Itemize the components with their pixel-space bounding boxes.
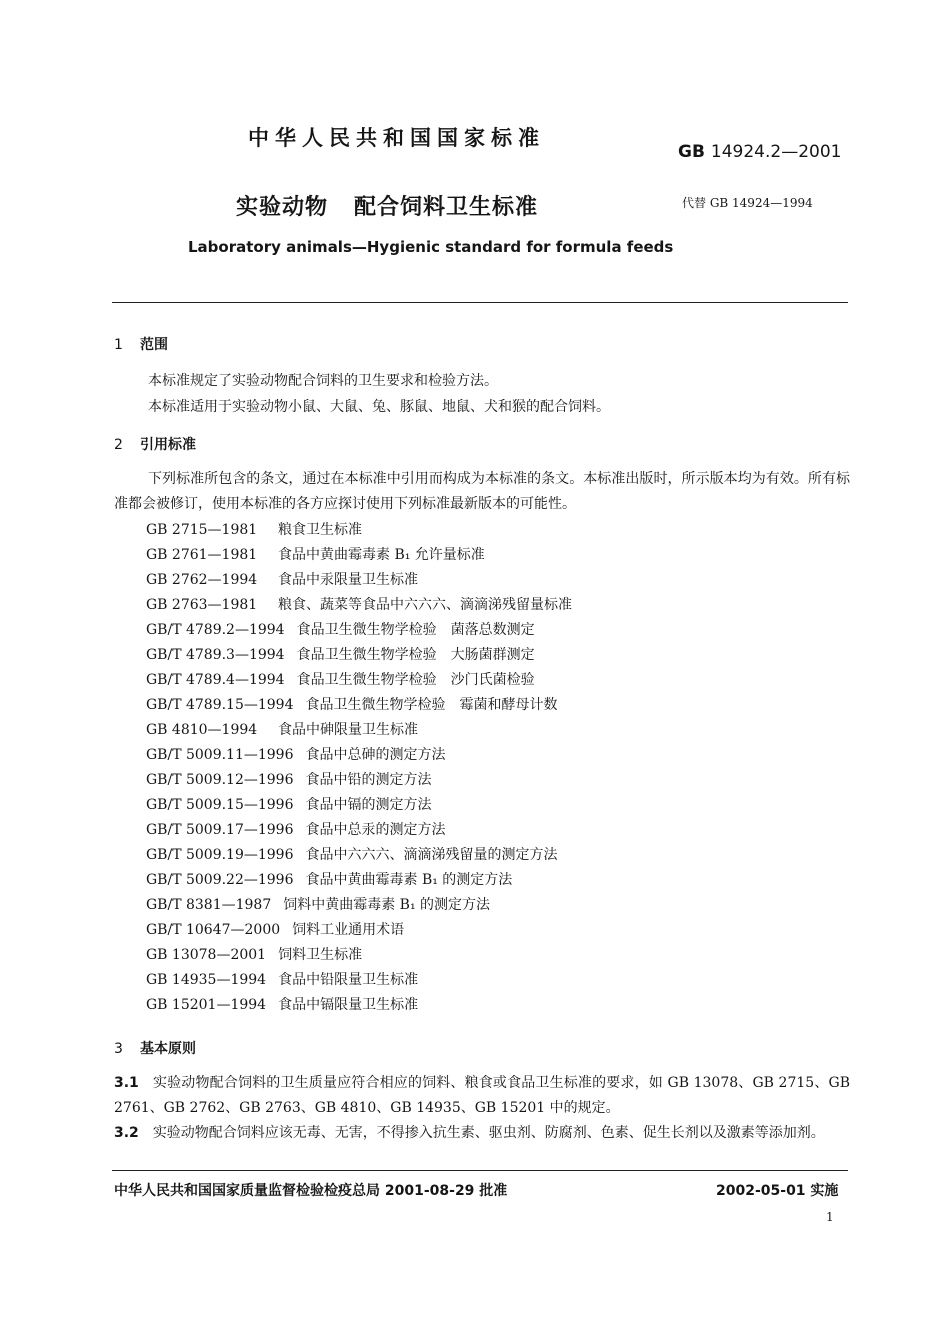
title-part2: 配合饲料卫生标准 [354, 195, 539, 220]
clause-text: 实验动物配合饲料的卫生质量应符合相应的饲料、粮食或食品卫生标准的要求，如 GB 13078、GB 2715、GB 2761、GB 2762、GB 2763、GB 4810、GB 14935、GB 15201 中的规定。 [114, 1075, 850, 1116]
reference-item [146, 593, 572, 618]
footer-divider [112, 1170, 848, 1171]
ref-code: GB/T 10647—2000 [146, 922, 281, 938]
reference-list [146, 518, 572, 1018]
reference-item [146, 918, 572, 943]
reference-item [146, 518, 572, 543]
section-1-number: 1 [114, 337, 123, 353]
ref-title: 饲料卫生标准 [278, 947, 363, 963]
reference-item [146, 618, 572, 643]
section-3-heading [114, 1038, 196, 1058]
reference-item [146, 993, 572, 1018]
reference-item [146, 568, 572, 593]
section-2-heading [114, 434, 196, 454]
reference-item [146, 793, 572, 818]
implementation-date: 2002-05-01 实施 [716, 1183, 839, 1199]
section-1-para-2: 本标准适用于实验动物小鼠、大鼠、兔、豚鼠、地鼠、犬和猴的配合饲料。 [148, 399, 610, 415]
ref-title: 食品中汞限量卫生标准 [278, 572, 418, 588]
reference-item [146, 693, 572, 718]
ref-title: 饲料中黄曲霉毒素 B₁ 的测定方法 [283, 897, 491, 913]
ref-code: GB/T 4789.2—1994 [146, 622, 285, 638]
section-2-intro: 下列标准所包含的条文，通过在本标准中引用而构成为本标准的条文。本标准出版时，所示版本均为有效。所有标准都会被修订，使用本标准的各方应探讨使用下列标准最新版本的可能性。 [114, 471, 850, 512]
ref-code: GB 2715—1981 [146, 522, 258, 538]
ref-title: 食品中砷限量卫生标准 [278, 722, 418, 738]
clause-text: 实验动物配合饲料应该无毒、无害，不得掺入抗生素、驱虫剂、防腐剂、色素、促生长剂以及激素等添加剂。 [152, 1125, 825, 1141]
ref-code: GB 2763—1981 [146, 597, 258, 613]
reference-item [146, 643, 572, 668]
ref-title: 食品中铅限量卫生标准 [278, 972, 419, 988]
ref-title: 食品中黄曲霉毒素 B₁ 的测定方法 [305, 872, 513, 888]
reference-item [146, 743, 572, 768]
ref-code: GB 2762—1994 [146, 572, 258, 588]
ref-code: GB/T 4789.15—1994 [146, 697, 294, 713]
reference-item [146, 668, 572, 693]
english-title: Laboratory animals—Hygienic standard for formula feeds [188, 238, 674, 256]
section-1-para-1: 本标准规定了实验动物配合饲料的卫生要求和检验方法。 [148, 373, 498, 389]
org-title: 中华人民共和国国家标准 [248, 126, 545, 150]
reference-item [146, 543, 572, 568]
ref-code: GB 14935—1994 [146, 972, 267, 988]
ref-code: GB/T 5009.12—1996 [146, 772, 294, 788]
ref-code: GB/T 5009.22—1996 [146, 872, 294, 888]
ref-title: 粮食、蔬菜等食品中六六六、滴滴涕残留量标准 [278, 597, 572, 613]
code-number: 14924.2—2001 [710, 142, 842, 162]
clause-3-1 [114, 1071, 850, 1121]
ref-title: 食品中六六六、滴滴涕残留量的测定方法 [305, 847, 558, 863]
ref-code: GB 13078—2001 [146, 947, 267, 963]
ref-title: 食品中总砷的测定方法 [305, 747, 446, 763]
ref-title: 粮食卫生标准 [278, 522, 362, 538]
ref-code: GB/T 5009.17—1996 [146, 822, 294, 838]
section-1-title: 范围 [140, 337, 168, 353]
reference-item [146, 968, 572, 993]
ref-code: GB/T 5009.19—1996 [146, 847, 294, 863]
section-2-title: 引用标准 [140, 437, 196, 453]
reference-item [146, 893, 572, 918]
ref-title: 食品卫生微生物学检验 霉菌和酵母计数 [305, 697, 558, 713]
reference-item [146, 843, 572, 868]
reference-item [146, 768, 572, 793]
ref-code: GB/T 4789.4—1994 [146, 672, 285, 688]
ref-title: 食品中镉限量卫生标准 [278, 997, 419, 1013]
reference-item [146, 868, 572, 893]
ref-code: GB/T 4789.3—1994 [146, 647, 285, 663]
section-3-number: 3 [114, 1041, 123, 1057]
reference-item [146, 818, 572, 843]
ref-title: 食品中镉的测定方法 [305, 797, 432, 813]
section-1-heading [114, 334, 168, 354]
code-prefix: GB [678, 142, 705, 162]
ref-title: 食品中黄曲霉毒素 B₁ 允许量标准 [278, 547, 485, 563]
ref-code: GB/T 5009.15—1996 [146, 797, 294, 813]
ref-title: 食品中铅的测定方法 [305, 772, 432, 788]
clause-3-2 [114, 1121, 850, 1146]
reference-item [146, 718, 572, 743]
ref-code: GB 15201—1994 [146, 997, 267, 1013]
ref-title: 饲料工业通用术语 [292, 922, 405, 938]
approval-line: 中华人民共和国国家质量监督检验检疫总局 2001-08-29 批准 [114, 1183, 508, 1199]
ref-code: GB/T 8381—1987 [146, 897, 272, 913]
standard-code [678, 142, 842, 162]
page-number: 1 [826, 1210, 834, 1224]
clause-number: 3.1 [114, 1075, 139, 1091]
ref-title: 食品卫生微生物学检验 菌落总数测定 [296, 622, 535, 638]
ref-code: GB/T 5009.11—1996 [146, 747, 294, 763]
ref-title: 食品卫生微生物学检验 沙门氏菌检验 [296, 672, 535, 688]
document-title [236, 190, 538, 221]
section-3-title: 基本原则 [140, 1041, 196, 1057]
header-divider [112, 302, 848, 303]
title-part1: 实验动物 [236, 195, 329, 220]
reference-item [146, 943, 572, 968]
ref-title: 食品中总汞的测定方法 [305, 822, 446, 838]
section-2-number: 2 [114, 437, 123, 453]
ref-code: GB 2761—1981 [146, 547, 258, 563]
ref-title: 食品卫生微生物学检验 大肠菌群测定 [296, 647, 535, 663]
ref-code: GB 4810—1994 [146, 722, 258, 738]
clause-number: 3.2 [114, 1125, 139, 1141]
replaces-note: 代替 GB 14924—1994 [682, 196, 813, 210]
